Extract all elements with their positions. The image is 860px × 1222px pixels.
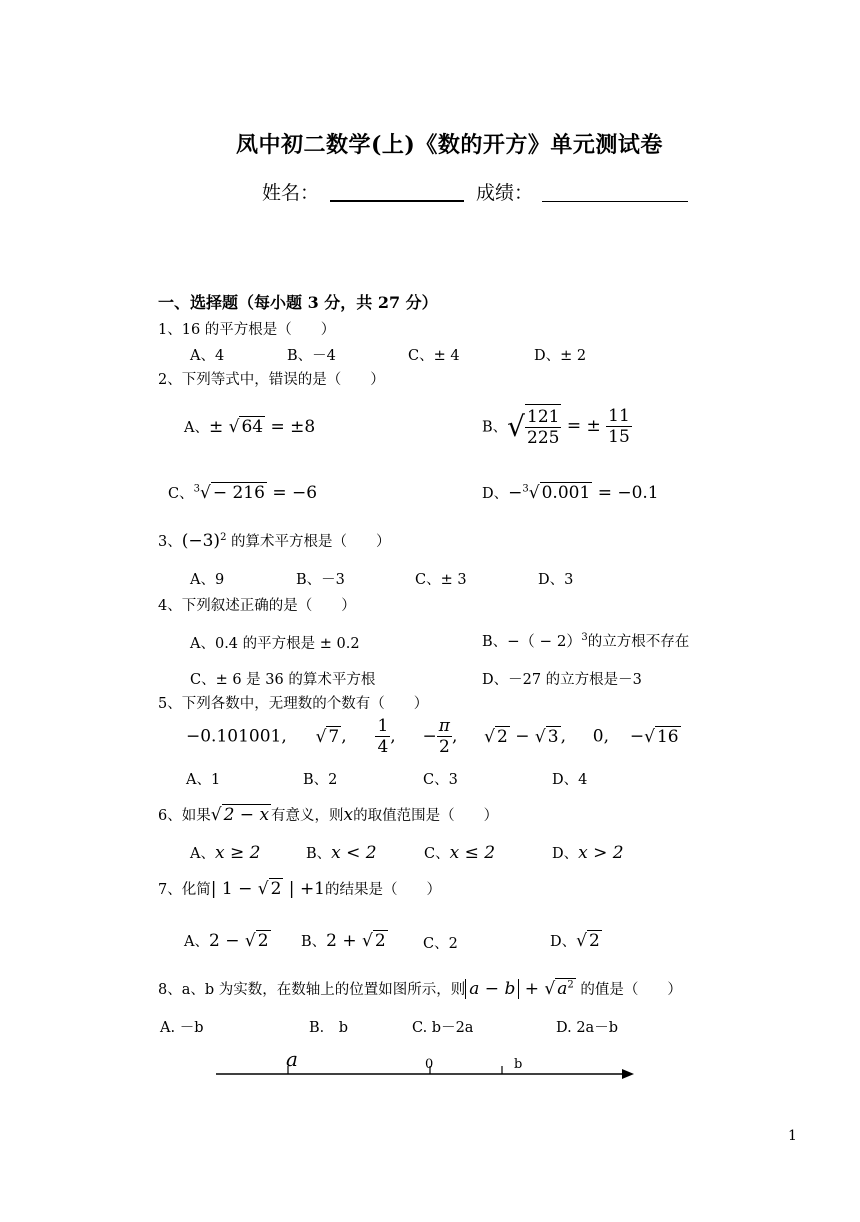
equals-plus-minus: = ± [566, 416, 601, 436]
exponent: 3 [581, 632, 588, 644]
option-label: D、 [482, 486, 509, 502]
question-5-number-list: −0.101001, √ 7 , $\frac{1}{4}$ , − $\frac{\pi}{2}$ , √ 2 − √ 3 , 0, −√ 16 [186, 716, 679, 757]
question-text: 有意义，则 [271, 808, 344, 824]
power-expression: −（ − 2） [507, 632, 582, 650]
sqrt-expression: √ 2 − x [210, 805, 270, 825]
question-6-option-c[interactable]: C、x ≤ 2 [424, 843, 496, 863]
equation-rhs: = ±8 [270, 417, 316, 437]
sqrt-expression: √ 2 [362, 931, 386, 951]
fraction-pi: $\frac{\pi}{2}$ [438, 716, 450, 757]
sqrt-symbol: √ [507, 409, 525, 443]
fraction-rhs: $\frac{11}{15}$ [608, 405, 630, 447]
sqrt-expression: √ 64 [228, 417, 264, 437]
power-expression: (−3) [181, 531, 221, 551]
question-3-option-d[interactable]: D、3 [538, 572, 574, 588]
question-text: 的值是（ ） [580, 982, 682, 998]
score-label: 成绩： [476, 182, 534, 204]
fraction: $\frac{121}{225}$ [527, 407, 560, 448]
sqrt-expression: √ 16 [644, 727, 679, 747]
question-2-option-d[interactable] [482, 482, 659, 503]
question-8-option-b[interactable]: B． b [309, 1020, 349, 1036]
question-1-option-b[interactable]: B、－4 [287, 348, 336, 364]
option-label: A、 [184, 420, 209, 436]
question-text: 7、化简 [158, 882, 211, 898]
number-line [200, 1044, 650, 1090]
question-3-option-b[interactable]: B、－3 [296, 572, 345, 588]
question-4-option-b[interactable] [482, 630, 689, 651]
question-5-option-b[interactable]: B、2 [303, 772, 338, 788]
question-8-option-c[interactable]: C. b－2a [412, 1020, 474, 1036]
question-number: 3、 [158, 534, 182, 550]
question-text: 的结果是（ ） [325, 882, 442, 898]
number-item: −0.101001, [186, 726, 287, 747]
question-5-option-d[interactable]: D、4 [552, 772, 588, 788]
sqrt-expression: √ 2 [484, 727, 508, 747]
question-3-stem [158, 530, 391, 551]
score-blank[interactable] [542, 201, 688, 202]
name-label: 姓名： [262, 182, 320, 204]
sqrt-expression: √ 2 [257, 879, 282, 899]
question-7-option-b[interactable]: B、2 + √ 2 [301, 931, 386, 951]
question-7-option-d[interactable]: D、√ 2 [550, 931, 600, 951]
question-6-option-b[interactable]: B、x < 2 [306, 843, 377, 863]
question-8-stem: 8、a、b 为实数，在数轴上的位置如图所示，则 a − b + √ $a^2$ 的值是（ ） [158, 979, 682, 999]
question-1-option-d[interactable]: D、± 2 [534, 348, 587, 364]
question-5-option-c[interactable]: C、3 [423, 772, 458, 788]
sqrt-expression: √ $a^2$ [544, 979, 574, 999]
root-index: 3 [193, 483, 200, 495]
question-4-option-d[interactable]: D、－27 的立方根是－3 [482, 672, 642, 688]
number-item: 0, [592, 726, 610, 747]
cube-root-expression: √ 0.001 [528, 483, 591, 503]
question-4-option-c[interactable]: C、± 6 是 36 的算术平方根 [190, 672, 376, 688]
question-5-stem: 5、下列各数中，无理数的个数有（ ） [158, 696, 429, 712]
sqrt-expression: √ 2 [576, 931, 600, 951]
root-index: 3 [522, 483, 529, 495]
option-label: C、 [168, 486, 194, 502]
question-1-stem: 1、16 的平方根是（ ） [158, 322, 336, 338]
question-4-option-a[interactable]: A、0.4 的平方根是 ± 0.2 [190, 636, 360, 652]
question-8-option-a[interactable]: A. －b [160, 1020, 204, 1036]
question-6-option-a[interactable]: A、x ≥ 2 [190, 843, 261, 863]
option-label: B、 [482, 419, 508, 436]
label-a: a [286, 1047, 298, 1071]
question-2-option-b[interactable] [482, 404, 632, 448]
question-3-option-a[interactable]: A、9 [190, 572, 225, 588]
question-1-option-a[interactable]: A、4 [190, 348, 225, 364]
option-text: 的立方根不存在 [587, 634, 690, 650]
question-6-stem [158, 804, 498, 825]
plus-minus: ± [208, 417, 224, 437]
absolute-value: a − b [465, 979, 519, 999]
question-text: 的算术平方根是（ ） [231, 534, 391, 550]
page-number: 1 [788, 1128, 797, 1144]
question-5-option-a[interactable]: A、1 [186, 772, 221, 788]
variable: x [343, 805, 354, 825]
label-b: b [514, 1057, 523, 1072]
sqrt-expression: √ 7 [315, 727, 340, 747]
question-7-option-c[interactable]: C、2 [423, 936, 458, 952]
question-2-stem: 2、下列等式中，错误的是（ ） [158, 372, 385, 388]
equation-rhs: = −0.1 [597, 483, 659, 503]
exponent: 2 [220, 532, 227, 544]
page-title: 凤中初二数学(上)《数的开方》单元测试卷 [236, 132, 663, 158]
question-text: 的取值范围是（ ） [353, 808, 499, 824]
cube-root-expression: √ − 216 [199, 483, 265, 503]
label-0: 0 [425, 1057, 434, 1072]
question-3-option-c[interactable]: C、± 3 [415, 572, 467, 588]
sqrt-expression: √ 2 [244, 931, 269, 951]
fraction: $\frac{1}{4}$ [377, 716, 389, 757]
equation-rhs: = −6 [272, 483, 318, 503]
question-1-option-c[interactable]: C、± 4 [408, 348, 460, 364]
question-4-stem: 4、下列叙述正确的是（ ） [158, 598, 356, 614]
question-text: 6、如果 [158, 808, 211, 824]
question-6-option-d[interactable]: D、x > 2 [552, 843, 624, 863]
question-7-option-a[interactable]: A、2 − √ 2 [184, 931, 269, 951]
question-7-stem: 7、化简| 1 − √ 2 | +1的结果是（ ） [158, 879, 442, 899]
name-blank[interactable] [330, 200, 464, 202]
question-text: 8、a、b 为实数，在数轴上的位置如图所示，则 [158, 982, 466, 998]
option-label: B、 [482, 634, 508, 650]
axis-arrow-icon [622, 1069, 634, 1079]
question-2-option-a[interactable] [184, 416, 315, 437]
minus-sign: − [508, 483, 523, 503]
question-2-option-c[interactable] [168, 482, 317, 503]
question-8-option-d[interactable]: D. 2a－b [556, 1020, 618, 1036]
section-heading: 一、选择题（每小题 3 分，共 27 分） [158, 293, 438, 312]
sqrt-expression: √ 3 [534, 727, 559, 747]
